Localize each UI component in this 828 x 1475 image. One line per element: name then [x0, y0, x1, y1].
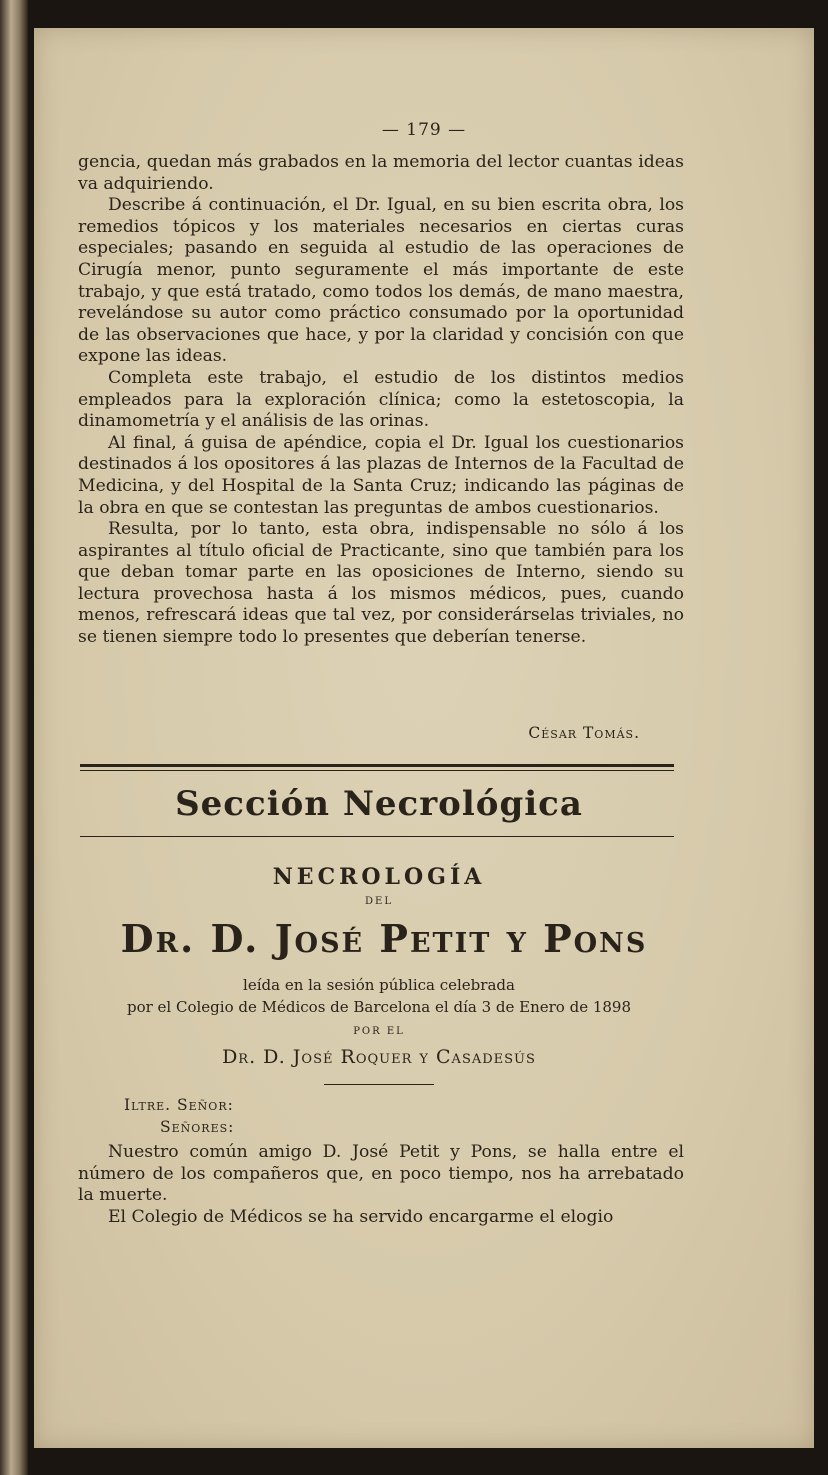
page-number: — 179 —	[381, 120, 467, 140]
paragraph: Completa este trabajo, el estudio de los distintos medios empleados para la exploración clínica; como la estetoscopia, la dinamometría y el análisis de las orinas.	[78, 367, 684, 432]
subject-name: Dr. D. José Petit y Pons	[120, 916, 648, 961]
paragraph: Resulta, por lo tanto, esta obra, indispensable no sólo á los aspirantes al título oficial de Practicante, sino que también para los que deban tomar parte en las oposiciones de Interno, siendo su lectura provechosa hasta á los mismos médicos, pues, cuando menos, refrescará ideas que tal vez, por considerárselas triviales, no se tienen siempre todo lo presentes que deberían tenerse.	[78, 519, 684, 648]
por-el-label: POR EL	[353, 1026, 405, 1037]
salutation-1: Iltre. Señor:	[124, 1096, 234, 1114]
divider-thick	[80, 764, 674, 767]
review-text	[78, 152, 684, 649]
paragraph: Al final, á guisa de apéndice, copia el Dr. Igual los cuestionarios destinados á los opositores á las plazas de Internos de la Facultad de Medicina, y del Hospital de la Santa Cruz; indicando las páginas de la obra en que se contestan las preguntas de ambos cuestionarios.	[78, 432, 684, 518]
paragraph: Describe á continuación, el Dr. Igual, en su bien escrita obra, los remedios tópicos y los materiales necesarios en ciertas curas especiales; pasando en seguida al estudio de las operaciones de Cirugía menor, punto seguramente el más importante de este trabajo, y que está tratado, como todos los demás, de mano maestra, revelándose su autor como práctico consumado por la oportunidad de las observaciones que hace, y por la claridad y concisión con que expone las ideas.	[78, 195, 684, 367]
paragraph: El Colegio de Médicos se ha servido encargarme el elogio	[108, 1206, 614, 1227]
paragraph: Nuestro común amigo D. José Petit y Pons, se halla entre el número de los compañeros que, en poco tiempo, nos ha arrebatado la muerte.	[78, 1142, 684, 1206]
divider-short	[324, 1084, 434, 1085]
divider-thin	[80, 770, 674, 771]
author-name: Dr. D. José Roquer y Casadesús	[222, 1046, 536, 1068]
salutation-2: Señores:	[160, 1118, 235, 1136]
eulogy-text	[78, 1142, 684, 1228]
colegio-line: por el Colegio de Médicos de Barcelona el día 3 de Enero de 1898	[126, 998, 632, 1016]
section-title: Sección Necrológica	[175, 784, 583, 824]
book-page	[34, 28, 814, 1448]
signature: César Tomás.	[528, 724, 640, 742]
paragraph: gencia, quedan más grabados en la memoria del lector cuantas ideas va adquiriendo.	[78, 152, 684, 194]
necrologia-heading: NECROLOGÍA	[272, 864, 486, 890]
del-label: DEL	[365, 896, 393, 907]
leida-line: leída en la sesión pública celebrada	[243, 976, 515, 994]
book-gutter	[0, 0, 28, 1475]
divider-thin	[80, 836, 674, 837]
